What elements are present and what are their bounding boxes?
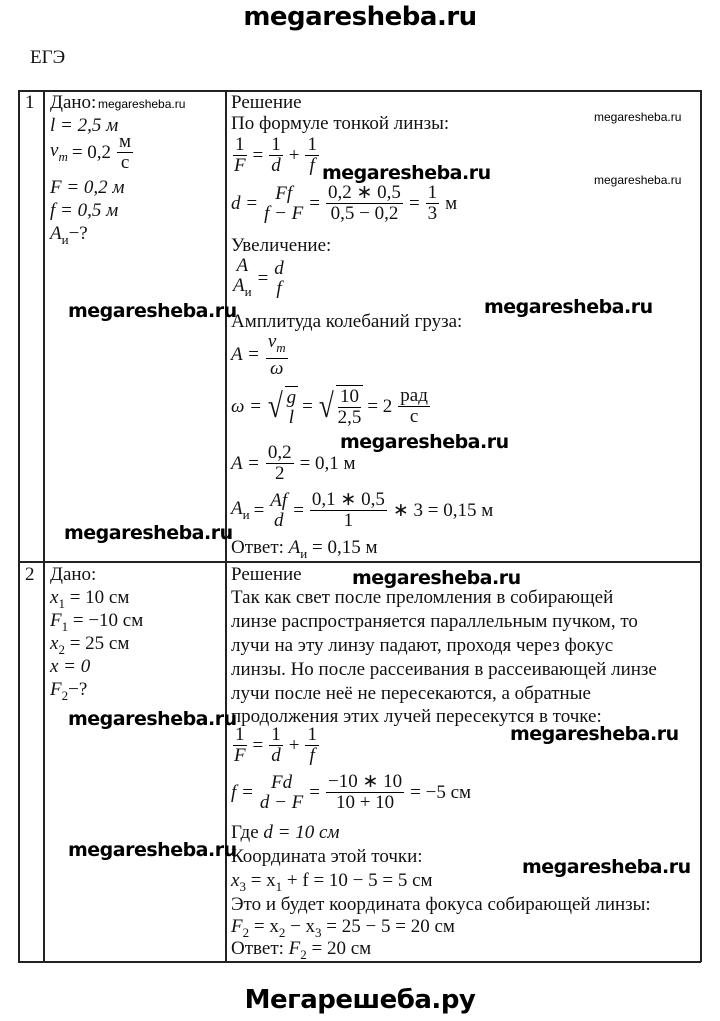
site-title: megaresheba.ru <box>243 2 477 32</box>
lens-text: По формуле тонкой линзы: <box>231 113 450 134</box>
solution-title: Решение <box>231 564 302 585</box>
amplitude-text: Амплитуда колебаний груза: <box>231 311 463 332</box>
where-label: Где <box>231 822 259 843</box>
given-title: Дано: <box>50 564 97 585</box>
rhs: = −5 см <box>410 781 472 803</box>
den: d − F <box>259 791 304 813</box>
watermark: megaresheba.ru <box>68 708 237 730</box>
sym: F <box>50 610 62 631</box>
sub: 3 <box>239 878 246 894</box>
unknown-q: −? <box>68 223 88 244</box>
explanation-line: продолжения этих лучей пересекутся в точке: <box>231 706 602 727</box>
watermark: megaresheba.ru <box>484 296 653 318</box>
sub: 1 <box>275 878 283 894</box>
row-number: 2 <box>25 564 35 585</box>
lhs: d = <box>231 192 259 214</box>
answer-label: Ответ: <box>231 537 284 558</box>
omega-formula <box>231 385 432 428</box>
num-sub: m <box>276 339 286 355</box>
eq: = <box>408 192 420 214</box>
watermark: megaresheba.ru <box>522 856 691 878</box>
vm-symbol: v <box>50 140 59 162</box>
focus-text: Это и будет координата фокуса собирающей линзы: <box>231 894 651 915</box>
sym: F <box>50 679 62 700</box>
num: Af <box>270 489 288 511</box>
eq: = <box>253 499 265 521</box>
sym: = x <box>253 916 279 937</box>
sqrt: √ g l <box>267 386 297 428</box>
lhs: f = <box>231 781 254 803</box>
den-sub: и <box>244 283 252 299</box>
sub: 2 <box>242 924 250 940</box>
num: g <box>286 386 297 408</box>
given-x <box>50 656 90 678</box>
eq: = <box>252 144 264 166</box>
magnification-text: Увеличение: <box>231 235 332 256</box>
given-f <box>50 200 118 222</box>
val: = 25 см <box>69 633 130 654</box>
den: d <box>273 509 284 531</box>
explanation-line: линзе распространяется параллельным пучком, то <box>231 611 638 632</box>
given-f-text: f = 0,5 м <box>50 200 119 221</box>
given-F <box>50 177 125 199</box>
num: Ff <box>275 182 293 204</box>
sub: 2 <box>58 641 65 657</box>
plus: + <box>288 734 300 756</box>
magnification-formula <box>231 256 286 302</box>
den: f − F <box>264 202 304 224</box>
sub: 1 <box>58 595 65 611</box>
vm-sub: m <box>58 148 68 164</box>
rhs: = 0,1 м <box>299 452 356 474</box>
num: A <box>236 255 249 276</box>
answer-value: = 20 см <box>311 938 372 959</box>
num: 1 <box>235 134 245 155</box>
num: 1 <box>307 724 317 745</box>
sub: 3 <box>315 924 322 940</box>
watermark: megaresheba.ru <box>68 300 237 322</box>
den: 2,5 <box>337 407 362 428</box>
coord-text: Координата этой точки: <box>231 846 423 867</box>
watermark: megaresheba.ru <box>510 723 679 745</box>
num: v <box>267 331 277 352</box>
den: 10 + 10 <box>335 792 395 813</box>
den: d <box>271 745 281 766</box>
lens-formula <box>231 135 321 176</box>
num: 0,2 ∗ 0,5 <box>328 182 401 203</box>
unknown-A: A <box>50 223 62 244</box>
col-divider-1 <box>43 90 45 962</box>
watermark: megaresheba.ru <box>594 110 682 124</box>
watermark: megaresheba.ru <box>98 97 186 111</box>
explanation-line: Так как свет после преломления в собирающей <box>231 587 614 608</box>
sqrt: √ $\frac{10}{2,5}$ <box>318 386 362 428</box>
where-value: d = 10 см <box>263 822 340 843</box>
d-formula <box>231 183 457 224</box>
rest: + f = 10 − 5 = 5 см <box>286 870 433 891</box>
num: рад <box>400 385 428 406</box>
lhs: A <box>231 498 243 520</box>
table-border-left <box>18 90 20 962</box>
table-border-top <box>18 90 701 92</box>
unknown-sub: и <box>61 231 69 247</box>
num: 0,1 ∗ 0,5 <box>311 489 385 510</box>
sub: 2 <box>278 924 286 940</box>
unit: м <box>445 192 458 214</box>
explanation-line: лучи после неё не пересекаются, а обратные <box>231 683 591 704</box>
den: f <box>276 277 282 299</box>
num: 0,2 <box>267 442 292 463</box>
answer-label: Ответ: <box>231 938 284 959</box>
answer-2 <box>231 938 371 966</box>
den: l <box>288 406 295 428</box>
given-title: Дано: <box>50 92 97 113</box>
sym: x <box>50 587 59 608</box>
f-formula <box>231 772 471 813</box>
vm-den: с <box>120 152 130 173</box>
num: 1 <box>271 724 281 745</box>
lhs: A = <box>231 344 260 366</box>
num: 1 <box>427 182 438 203</box>
den: A <box>233 275 245 296</box>
val: = 10 см <box>69 587 130 608</box>
den: 1 <box>343 510 354 531</box>
lhs: ω = <box>231 395 262 417</box>
answer-1 <box>231 537 377 565</box>
answer-sub: 2 <box>300 946 307 962</box>
plus: + <box>288 144 300 166</box>
footer-site: Мегарешеба.ру <box>244 985 476 1015</box>
num: −10 ∗ 10 <box>328 771 403 792</box>
table-border-right <box>700 90 702 962</box>
answer-symbol: A <box>288 537 301 558</box>
num: 1 <box>235 724 245 745</box>
sym: F <box>231 916 243 937</box>
sym: − x <box>290 916 316 937</box>
sym: x <box>231 870 240 891</box>
eq: = <box>302 395 313 417</box>
eq: = <box>293 499 304 521</box>
den: 2 <box>274 463 285 484</box>
ai-formula <box>231 490 493 531</box>
den: 3 <box>427 203 438 224</box>
den: 0,5 − 0,2 <box>330 203 399 224</box>
amplitude-formula <box>231 332 290 379</box>
eq: = <box>257 267 269 289</box>
eq: = 2 <box>367 395 393 417</box>
sub: 1 <box>61 618 69 634</box>
watermark: megaresheba.ru <box>352 567 521 589</box>
vm-num: м <box>119 131 132 152</box>
watermark: megaresheba.ru <box>340 431 509 453</box>
explanation-line: линзы. Но после рассеивания в рассеивающей линзе <box>231 659 657 680</box>
sym: x <box>50 633 59 654</box>
eq: = <box>309 781 321 803</box>
a-value-formula <box>231 443 356 484</box>
den: f <box>309 745 315 766</box>
den: с <box>409 406 419 427</box>
rhs: ∗ 3 = 0,15 м <box>392 500 494 521</box>
sym: = x <box>250 870 276 891</box>
given-l-text: l = 2,5 м <box>50 115 119 136</box>
answer-sub: и <box>300 545 308 561</box>
section-label: ЕГЭ <box>30 47 66 68</box>
given-unknown <box>50 223 88 251</box>
rest: = 25 − 5 = 20 см <box>326 916 455 937</box>
lhs: A = <box>231 452 260 474</box>
num: Fd <box>271 771 293 793</box>
watermark: megaresheba.ru <box>594 173 682 187</box>
where-line <box>231 822 340 844</box>
lens-formula <box>231 725 321 766</box>
den: F <box>233 745 246 766</box>
den: f <box>309 155 315 176</box>
den: d <box>271 155 281 176</box>
watermark: megaresheba.ru <box>64 522 233 544</box>
sub: 2 <box>61 687 69 703</box>
sym: x = 0 <box>50 656 91 677</box>
solution-title: Решение <box>231 92 302 113</box>
watermark: megaresheba.ru <box>322 162 491 184</box>
num: d <box>274 257 284 279</box>
q: −? <box>68 679 88 700</box>
num: 10 <box>339 386 359 407</box>
num: 1 <box>307 134 317 155</box>
lhs-sub: и <box>242 506 250 522</box>
watermark: megaresheba.ru <box>68 839 237 861</box>
den: F <box>233 155 246 176</box>
eq: = <box>252 734 264 756</box>
answer-value: = 0,15 м <box>311 537 378 558</box>
den: ω <box>270 357 284 379</box>
row-number: 1 <box>25 92 35 113</box>
answer-symbol: F <box>288 938 301 959</box>
explanation-line: лучи на эту линзу падают, проходя через фокус <box>231 635 614 656</box>
val: = −10 см <box>72 610 144 631</box>
given-vm <box>50 132 135 173</box>
vm-eq: = 0,2 <box>71 141 112 163</box>
given-unknown <box>50 679 87 707</box>
eq: = <box>309 192 321 214</box>
given-F-text: F = 0,2 м <box>50 177 125 198</box>
num: 1 <box>271 134 281 155</box>
